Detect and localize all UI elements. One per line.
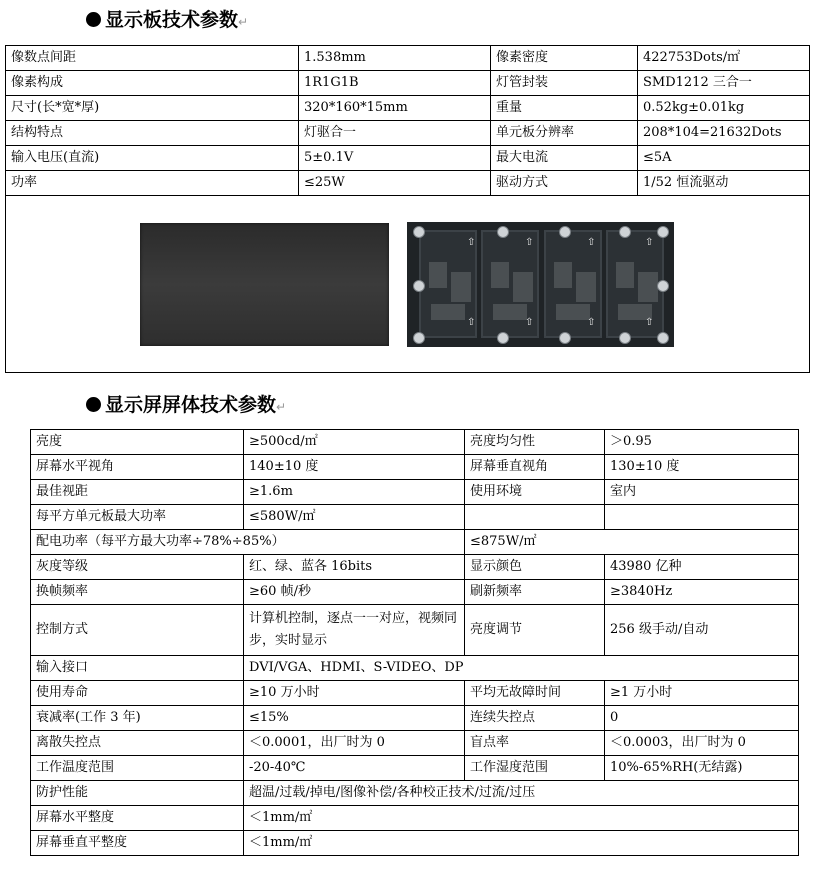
spec-value: 0 xyxy=(605,706,799,731)
module-front-photo xyxy=(140,223,389,346)
spec-label: 输入接口 xyxy=(31,656,244,681)
spec-value: ≥10 万小时 xyxy=(244,681,465,706)
spec-value: 140±10 度 xyxy=(244,455,465,480)
spec-label: 每平方单元板最大功率 xyxy=(31,505,244,530)
spec-label: 屏幕水平视角 xyxy=(31,455,244,480)
spec-label: 尺寸(长*宽*厚) xyxy=(6,96,299,121)
bullet-icon xyxy=(86,397,101,412)
screen-spec-table xyxy=(30,429,799,856)
spec-label: 结构特点 xyxy=(6,121,299,146)
spec-value: ≤580W/㎡ xyxy=(244,505,465,530)
chip-shape xyxy=(491,262,509,288)
spec-value: ＜1mm/㎡ xyxy=(244,806,799,831)
arrow-up-icon: ⇧ xyxy=(645,317,654,328)
spec-label: 配电功率（每平方最大功率÷78%÷85%） xyxy=(31,530,465,555)
spec-value: 1.538mm xyxy=(299,46,491,71)
spec-value: ≥1.6m xyxy=(244,480,465,505)
mount-hole-icon xyxy=(657,226,669,238)
chip-shape xyxy=(493,304,527,320)
table-row xyxy=(31,781,799,806)
table-row xyxy=(6,171,810,196)
arrow-up-icon: ⇧ xyxy=(467,237,476,248)
spec-value: ＞0.95 xyxy=(605,430,799,455)
table-row xyxy=(6,71,810,96)
spec-label: 单元板分辨率 xyxy=(491,121,638,146)
spec-label: 功率 xyxy=(6,171,299,196)
spec-value: 320*160*15mm xyxy=(299,96,491,121)
table-row xyxy=(31,831,799,856)
mount-hole-icon xyxy=(413,226,425,238)
spec-label: 平均无故障时间 xyxy=(465,681,605,706)
spec-label: 最佳视距 xyxy=(31,480,244,505)
board-spec-table xyxy=(5,45,810,373)
spec-label: 衰减率(工作 3 年) xyxy=(31,706,244,731)
spec-value: 422753Dots/㎡ xyxy=(638,46,810,71)
spec-label: 灰度等级 xyxy=(31,555,244,580)
spec-value: 256 级手动/自动 xyxy=(605,605,799,656)
spec-value: 130±10 度 xyxy=(605,455,799,480)
spec-label: 输入电压(直流) xyxy=(6,146,299,171)
arrow-up-icon: ⇧ xyxy=(525,237,534,248)
spec-label: 亮度调节 xyxy=(465,605,605,656)
chip-shape xyxy=(556,304,590,320)
chip-shape xyxy=(429,262,447,288)
table-row xyxy=(31,756,799,781)
arrow-up-icon: ⇧ xyxy=(467,317,476,328)
spec-value: 0.52kg±0.01kg xyxy=(638,96,810,121)
spec-label: 像数点间距 xyxy=(6,46,299,71)
table-row xyxy=(31,706,799,731)
spec-value: ≤25W xyxy=(299,171,491,196)
spec-value: ≤5A xyxy=(638,146,810,171)
spec-value: ＜1mm/㎡ xyxy=(244,831,799,856)
table-row xyxy=(31,480,799,505)
chip-shape xyxy=(576,272,596,302)
mount-hole-icon xyxy=(497,332,509,344)
table-row xyxy=(6,121,810,146)
arrow-up-icon: ⇧ xyxy=(645,237,654,248)
spec-value: 计算机控制，逐点一一对应，视频同步，实时显示 xyxy=(244,605,465,656)
table-row xyxy=(6,46,810,71)
table-row xyxy=(6,96,810,121)
spec-label: 工作温度范围 xyxy=(31,756,244,781)
table-row xyxy=(31,555,799,580)
spec-label: 屏幕垂直视角 xyxy=(465,455,605,480)
mount-hole-icon xyxy=(559,226,571,238)
mount-hole-icon xyxy=(619,226,631,238)
spec-value: ＜0.0003，出厂时为 0 xyxy=(605,731,799,756)
table-row xyxy=(31,430,799,455)
module-back-photo xyxy=(407,222,674,347)
table-row xyxy=(31,656,799,681)
chip-shape xyxy=(638,272,658,302)
product-photo-cell xyxy=(6,196,810,373)
spec-label: 像素密度 xyxy=(491,46,638,71)
spec-value: 1R1G1B xyxy=(299,71,491,96)
arrow-up-icon: ⇧ xyxy=(525,317,534,328)
module-bay xyxy=(606,230,664,338)
mount-hole-icon xyxy=(657,280,669,292)
table-row xyxy=(31,580,799,605)
table-row xyxy=(31,605,799,656)
spec-label: 最大电流 xyxy=(491,146,638,171)
mount-hole-icon xyxy=(559,332,571,344)
spec-label: 防护性能 xyxy=(31,781,244,806)
spec-value: ≥60 帧/秒 xyxy=(244,580,465,605)
table-row xyxy=(6,146,810,171)
table-row xyxy=(31,731,799,756)
empty-cell xyxy=(605,505,799,530)
chip-shape xyxy=(513,272,533,302)
spec-value: -20-40℃ xyxy=(244,756,465,781)
section-heading-screen: 显示屏屏体技术参数↵ xyxy=(86,393,286,419)
spec-label: 屏幕垂直平整度 xyxy=(31,831,244,856)
spec-label: 换帧频率 xyxy=(31,580,244,605)
spec-label: 离散失控点 xyxy=(31,731,244,756)
spec-label: 显示颜色 xyxy=(465,555,605,580)
spec-value: 1/52 恒流驱动 xyxy=(638,171,810,196)
spec-value: ≥1 万小时 xyxy=(605,681,799,706)
spec-value: DVI/VGA、HDMI、S-VIDEO、DP xyxy=(244,656,799,681)
chip-shape xyxy=(451,272,471,302)
mount-hole-icon xyxy=(657,332,669,344)
spec-label: 驱动方式 xyxy=(491,171,638,196)
spec-label: 重量 xyxy=(491,96,638,121)
arrow-up-icon: ⇧ xyxy=(587,237,596,248)
chip-shape xyxy=(554,262,572,288)
spec-value: ≥500cd/㎡ xyxy=(244,430,465,455)
spec-value: 室内 xyxy=(605,480,799,505)
spec-label: 亮度 xyxy=(31,430,244,455)
spec-value: 43980 亿种 xyxy=(605,555,799,580)
spec-label: 屏幕水平整度 xyxy=(31,806,244,831)
table-row xyxy=(31,505,799,530)
spec-value: 超温/过载/掉电/图像补偿/各种校正技术/过流/过压 xyxy=(244,781,799,806)
spec-value: 5±0.1V xyxy=(299,146,491,171)
empty-cell xyxy=(465,505,605,530)
spec-label: 盲点率 xyxy=(465,731,605,756)
spec-value: ≥3840Hz xyxy=(605,580,799,605)
spec-label: 连续失控点 xyxy=(465,706,605,731)
spec-label: 控制方式 xyxy=(31,605,244,656)
spec-value: 208*104=21632Dots xyxy=(638,121,810,146)
section-heading-board: 显示板技术参数↵ xyxy=(86,8,248,34)
spec-label: 使用环境 xyxy=(465,480,605,505)
spec-value: 灯驱合一 xyxy=(299,121,491,146)
spec-label: 灯管封装 xyxy=(491,71,638,96)
spec-label: 使用寿命 xyxy=(31,681,244,706)
table-row xyxy=(31,530,799,555)
table-row xyxy=(31,806,799,831)
table-row xyxy=(31,681,799,706)
spec-value: SMD1212 三合一 xyxy=(638,71,810,96)
spec-label: 亮度均匀性 xyxy=(465,430,605,455)
mount-hole-icon xyxy=(413,280,425,292)
spec-value: 红、绿、蓝各 16bits xyxy=(244,555,465,580)
arrow-up-icon: ⇧ xyxy=(587,317,596,328)
spec-value: ＜0.0001，出厂时为 0 xyxy=(244,731,465,756)
spec-label: 像素构成 xyxy=(6,71,299,96)
image-row xyxy=(6,196,810,373)
spec-value: 10%-65%RH(无结露) xyxy=(605,756,799,781)
mount-hole-icon xyxy=(497,226,509,238)
spec-label: 工作湿度范围 xyxy=(465,756,605,781)
chip-shape xyxy=(616,262,634,288)
bullet-icon xyxy=(86,12,101,27)
chip-shape xyxy=(431,304,465,320)
mount-hole-icon xyxy=(413,332,425,344)
table-row xyxy=(31,455,799,480)
spec-value: ≤15% xyxy=(244,706,465,731)
spec-value: ≤875W/㎡ xyxy=(465,530,799,555)
spec-label: 刷新频率 xyxy=(465,580,605,605)
mount-hole-icon xyxy=(619,332,631,344)
